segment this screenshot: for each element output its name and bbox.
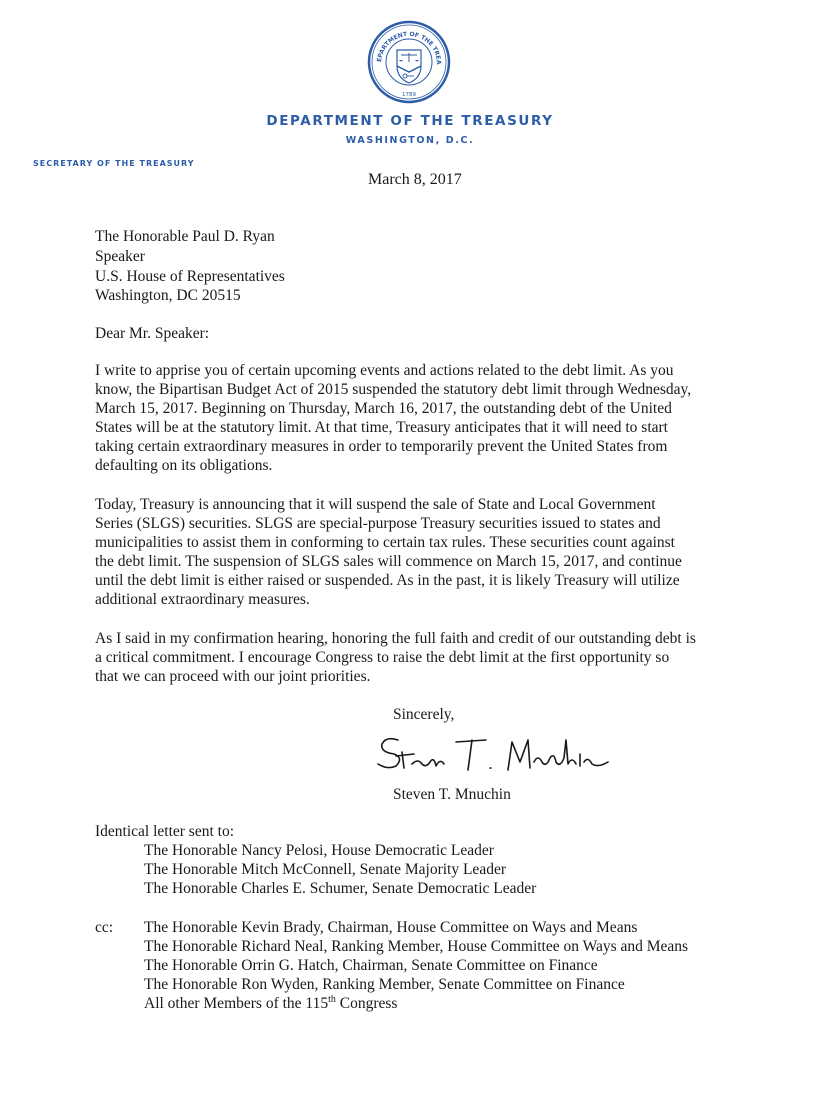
signer-name: Steven T. Mnuchin	[393, 786, 511, 803]
cc-recipient: The Honorable Orrin G. Hatch, Chairman, Senate Committee on Finance	[144, 957, 598, 974]
cc-recipient: The Honorable Richard Neal, Ranking Member, House Committee on Ways and Means	[144, 938, 689, 955]
cc-recipient: The Honorable Ron Wyden, Ranking Member, Senate Committee on Finance	[144, 976, 625, 993]
paragraph-line: March 15, 2017. Beginning on Thursday, March 16, 2017, the outstanding debt of the United	[95, 400, 672, 417]
paragraph-line: States will be at the statutory limit. At that time, Treasury anticipates that it will need to start	[95, 419, 668, 436]
cc-label: cc:	[95, 919, 114, 936]
paragraph-line: municipalities to assist them in conforming to certain tax rules. These securities count against	[95, 534, 675, 551]
cc-last-prefix: All other Members of the 115	[144, 995, 329, 1012]
paragraph-line: know, the Bipartisan Budget Act of 2015 suspended the statutory debt limit through Wednesday,	[95, 381, 692, 398]
cc-recipient: The Honorable Kevin Brady, Chairman, House Committee on Ways and Means	[144, 919, 638, 936]
identical-recipient: The Honorable Mitch McConnell, Senate Majority Leader	[144, 861, 506, 878]
paragraph-line: that we can proceed with our joint priorities.	[95, 668, 371, 685]
recipient-line: U.S. House of Representatives	[95, 268, 285, 285]
svg-text:THE DEPARTMENT OF THE TREASURY	[367, 20, 442, 65]
paragraph-line: Today, Treasury is announcing that it will suspend the sale of State and Local Government	[95, 496, 656, 513]
cc-recipient-last	[144, 994, 397, 1014]
seal-title: EPARTMENT OF THE TREA	[376, 30, 443, 65]
department-city: WASHINGTON, D.C.	[345, 135, 475, 146]
office-label: SECRETARY OF THE TREASURY	[33, 159, 195, 168]
paragraph-line: the debt limit. The suspension of SLGS sales will commence on March 15, 2017, and continue	[95, 553, 682, 570]
seal-year: 1789	[402, 92, 416, 98]
identical-heading: Identical letter sent to:	[95, 823, 235, 840]
paragraph-line: I write to apprise you of certain upcoming events and actions related to the debt limit. As you	[95, 362, 674, 379]
paragraph-line: As I said in my confirmation hearing, honoring the full faith and credit of our outstanding debt is	[95, 630, 696, 647]
salutation: Dear Mr. Speaker:	[95, 325, 210, 342]
department-name: DEPARTMENT OF THE TREASURY	[266, 113, 554, 129]
paragraph-line: taking certain extraordinary measures in order to temporarily prevent the United States from	[95, 438, 668, 455]
closing: Sincerely,	[393, 706, 455, 723]
recipient-line: Speaker	[95, 248, 145, 265]
treasury-seal	[367, 20, 451, 104]
paragraph-line: Series (SLGS) securities. SLGS are special-purpose Treasury securities issued to states and	[95, 515, 661, 532]
recipient-line: Washington, DC 20515	[95, 287, 241, 304]
identical-recipient: The Honorable Charles E. Schumer, Senate Democratic Leader	[144, 880, 537, 897]
identical-recipient: The Honorable Nancy Pelosi, House Democratic Leader	[144, 842, 494, 859]
handwritten-signature	[368, 728, 618, 776]
paragraph-line: a critical commitment. I encourage Congress to raise the debt limit at the first opportunity so	[95, 649, 670, 666]
paragraph-line: defaulting on its obligations.	[95, 457, 273, 474]
cc-last-suffix: Congress	[335, 995, 398, 1012]
recipient-line: The Honorable Paul D. Ryan	[95, 228, 275, 245]
paragraph-line: additional extraordinary measures.	[95, 591, 310, 608]
letter-date: March 8, 2017	[368, 171, 462, 188]
paragraph-line: until the debt limit is either raised or suspended. As in the past, it is likely Treasury will utilize	[95, 572, 680, 589]
cc-last-sup: th	[328, 993, 336, 1005]
